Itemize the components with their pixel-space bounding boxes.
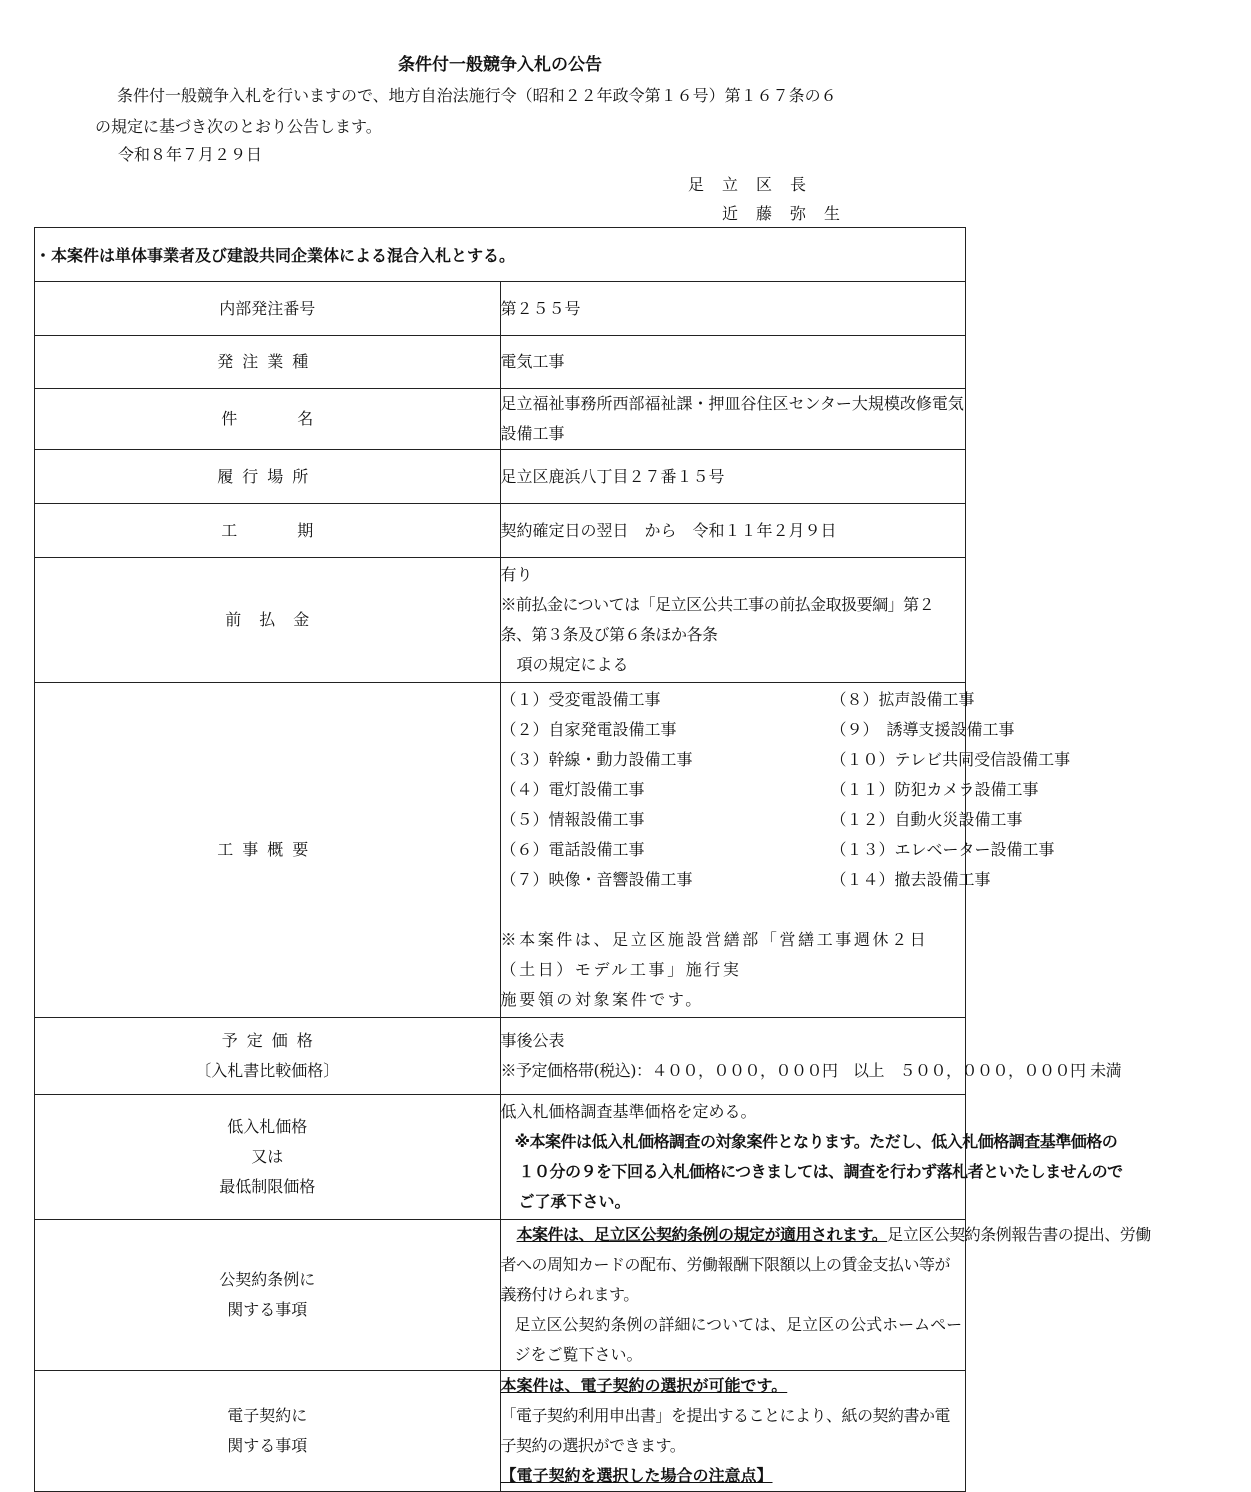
low-bid-note-line-2: １０分の９を下回る入札価格につきましては、調査を行わず落札者といたしませんので xyxy=(518,1162,1123,1181)
table-row xyxy=(35,1220,966,1371)
list-item: （５）情報設備工事 xyxy=(500,810,645,829)
table-row xyxy=(35,1371,966,1492)
list-item: （９） 誘導支援設備工事 xyxy=(830,720,1015,739)
low-bid-cell xyxy=(500,1095,1123,1220)
list-item: （６）電話設備工事 xyxy=(500,840,645,859)
low-bid-label-line-1: 低入札価格 xyxy=(227,1117,308,1136)
overview-cell xyxy=(500,683,1071,1018)
e-contract-label xyxy=(35,1371,501,1492)
intro-line-2: の規定に基づき次のとおり公告します。 xyxy=(95,117,382,136)
list-item: （４）電灯設備工事 xyxy=(500,780,645,799)
table-row xyxy=(35,336,966,389)
notice-row xyxy=(35,228,966,282)
advance-cell xyxy=(500,558,966,683)
list-item: （１２）自動火災設備工事 xyxy=(830,810,1023,829)
table-row xyxy=(35,282,966,336)
list-item: （３）幹線・動力設備工事 xyxy=(500,750,693,769)
table-row xyxy=(35,389,966,450)
mixed-bid-notice: ・本案件は単体事業者及び建設共同企業体による混合入札とする。 xyxy=(35,228,966,282)
e-contract-label-line-1: 電子契約に xyxy=(227,1406,308,1425)
location-value: 足立区鹿浜八丁目２７番１５号 xyxy=(500,450,966,504)
public-contract-label xyxy=(35,1220,501,1371)
period-value: 契約確定日の翌日 から 令和１１年２月９日 xyxy=(500,504,966,558)
table-row xyxy=(35,1018,966,1095)
list-item: （１１）防犯カメラ設備工事 xyxy=(830,780,1039,799)
low-bid-note-line-3: ご了承下さい。 xyxy=(518,1192,631,1211)
public-contract-line-1 xyxy=(501,1220,1151,1250)
price-label-line-2: 〔入札書比較価格〕 xyxy=(195,1061,340,1080)
table-row xyxy=(35,450,966,504)
public-contract-bold: 本案件は、足立区公契約条例の規定が適用されます。 xyxy=(516,1225,888,1244)
overview-note-line-2: 施要領の対象案件です。 xyxy=(500,990,704,1009)
period-label: 工期 xyxy=(35,504,501,558)
advance-value: 有り xyxy=(500,565,533,584)
low-bid-label-line-3: 最低制限価格 xyxy=(219,1177,316,1196)
table-row xyxy=(35,1095,966,1220)
low-bid-label xyxy=(35,1095,501,1220)
signer-title: 足立区長 xyxy=(688,175,825,194)
list-item: （１０）テレビ共同受信設備工事 xyxy=(830,750,1071,769)
advance-note-line-1: ※前払金については「足立区公共工事の前払金取扱要綱」第２条、第３条及び第６条ほか各条 xyxy=(500,595,935,644)
public-contract-label-line-2: 関する事項 xyxy=(227,1300,308,1319)
subject-value: 足立福祉事務所西部福祉課・押皿谷住区センター大規模改修電気設備工事 xyxy=(500,389,966,450)
list-item: （１）受変電設備工事 xyxy=(500,690,661,709)
public-contract-cell xyxy=(500,1220,1151,1371)
subject-label: 件名 xyxy=(35,389,501,450)
tender-details-table xyxy=(34,227,1151,1492)
category-value: 電気工事 xyxy=(500,336,966,389)
order-no-label: 内部発注番号 xyxy=(35,282,501,336)
overview-note-line-1: ※本案件は、足立区施設営繕部「営繕工事週休２日（土日）モデル工事」施行実 xyxy=(500,930,929,979)
advance-label: 前払金 xyxy=(35,558,501,683)
table-row xyxy=(35,504,966,558)
price-value: 事後公表 xyxy=(500,1031,565,1050)
e-contract-bold: 本案件は、電子契約の選択が可能です。 xyxy=(500,1376,788,1395)
public-contract-rest: 足立区公契約条例報告書の提出、労働 xyxy=(887,1225,1151,1244)
overview-label: 工事概要 xyxy=(35,683,501,1018)
price-cell xyxy=(500,1018,1122,1095)
list-item: （７）映像・音響設備工事 xyxy=(500,870,693,889)
low-bid-note-line-1: ※本案件は低入札価格調査の対象案件となります。ただし、低入札価格調査基準価格の xyxy=(514,1132,1118,1151)
low-bid-label-line-2: 又は xyxy=(251,1147,284,1166)
intro-line-1: 条件付一般競争入札を行いますので、地方自治法施行令（昭和２２年政令第１６号）第１６７条の６ xyxy=(117,86,837,105)
order-no-value: 第２５５号 xyxy=(500,282,966,336)
table-row xyxy=(35,558,966,683)
e-contract-label-line-2: 関する事項 xyxy=(227,1436,308,1455)
signer-name: 近藤弥生 xyxy=(722,204,859,223)
table-row xyxy=(35,683,966,1018)
list-item: （１４）撤去設備工事 xyxy=(830,870,991,889)
list-item: （８）拡声設備工事 xyxy=(830,690,975,709)
overview-items xyxy=(500,685,1071,895)
public-contract-line-2: 者への周知カードの配布、労働報酬下限額以上の賃金支払い等が義務付けられます。 xyxy=(500,1255,951,1304)
price-label xyxy=(35,1018,501,1095)
notice-date: 令和８年７月２９日 xyxy=(118,145,263,164)
list-item: （２）自家発電設備工事 xyxy=(500,720,677,739)
advance-note-line-2: 項の規定による xyxy=(516,655,629,674)
price-label-line-1: 予定価格 xyxy=(221,1031,322,1050)
e-contract-cell xyxy=(500,1371,966,1492)
public-contract-line-3: 足立区公契約条例の詳細については、足立区の公式ホームページをご覧下さい。 xyxy=(514,1315,963,1364)
location-label: 履行場所 xyxy=(35,450,501,504)
public-contract-label-line-1: 公契約条例に xyxy=(219,1270,316,1289)
intro-text xyxy=(95,80,915,142)
e-contract-heading: 【電子契約を選択した場合の注意点】 xyxy=(500,1466,773,1485)
page-title: 条件付一般競争入札の公告 xyxy=(398,55,602,75)
low-bid-value: 低入札価格調査基準価格を定める。 xyxy=(500,1102,757,1121)
list-item: （１３）エレベーター設備工事 xyxy=(830,840,1055,859)
e-contract-line-2: 「電子契約利用申出書」を提出することにより、紙の契約書か電子契約の選択ができます。 xyxy=(500,1406,951,1455)
price-band: ※予定価格帯(税込)：４００，０００，０００円 以上 ５００，０００，０００円 未満 xyxy=(500,1061,1122,1080)
category-label: 発注業種 xyxy=(35,336,501,389)
